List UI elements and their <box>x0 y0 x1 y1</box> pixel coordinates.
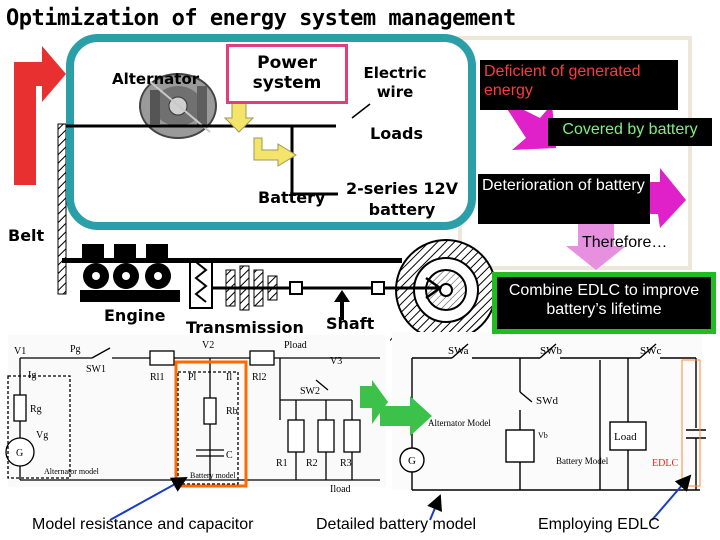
label-swb: SWb <box>540 345 562 357</box>
label-g: G <box>16 448 24 459</box>
ground-line <box>62 258 402 263</box>
belt-strip <box>58 124 66 294</box>
spring-coupling <box>196 262 206 302</box>
label-alt-model: Alternator Model <box>428 418 491 428</box>
caption-employing-edlc: Employing EDLC <box>538 516 660 533</box>
callout-deficient: Deficient of generated energy <box>480 60 678 110</box>
label-swc: SWc <box>640 345 662 357</box>
label-rg: Rg <box>30 404 42 415</box>
label-vb: Vb <box>538 431 548 440</box>
engine-label: Engine <box>104 306 166 325</box>
electric-wire-label: Electric wire <box>363 64 427 101</box>
label-sw2: SW2 <box>300 386 320 397</box>
label-c: C <box>226 450 233 461</box>
label-bat-model: Battery Model <box>556 456 609 466</box>
label-g-right: G <box>408 455 416 467</box>
therefore-label: Therefore… <box>582 234 668 251</box>
slide-title: Optimization of energy system management <box>6 6 516 31</box>
battery-label: Battery <box>258 188 326 207</box>
label-swa: SWa <box>448 345 469 357</box>
alternator-label: Alternator <box>112 70 200 88</box>
label-edlc: EDLC <box>652 458 679 469</box>
callout-combine: Combine EDLC to improve battery’s lifetime <box>492 272 716 334</box>
label-v2: V2 <box>202 340 215 351</box>
label-v1: V1 <box>14 346 27 357</box>
label-alternator-model: Alternator model <box>44 467 99 476</box>
label-il: Il <box>226 372 233 383</box>
engine-graphic <box>80 244 180 302</box>
power-system-box <box>226 44 348 104</box>
loads-label: Loads <box>370 124 423 143</box>
label-pload: Pload <box>284 340 307 351</box>
label-battery-model: Battery model <box>190 471 236 480</box>
belt-label: Belt <box>8 226 45 245</box>
shaft-label: Shaft <box>326 314 375 333</box>
label-load: Load <box>614 431 637 443</box>
caption-detailed-battery: Detailed battery model <box>316 516 477 533</box>
wheel-graphic <box>396 240 496 340</box>
label-rl2: Rl2 <box>252 372 267 383</box>
label-r2: R2 <box>306 458 318 469</box>
label-r1: R1 <box>276 458 288 469</box>
transmission-label: Transmission <box>186 318 304 337</box>
callout-deterioration: Deterioration of battery <box>478 174 650 224</box>
label-pl: Pl <box>188 372 197 383</box>
callout-covered: Covered by battery <box>548 118 712 146</box>
label-iload: Iload <box>330 484 351 495</box>
power-system-title: Power system <box>252 53 322 93</box>
label-pg: Pg <box>70 344 81 355</box>
battery-type-label: 2-series 12V battery <box>345 179 459 219</box>
label-rb: Rb <box>226 406 238 417</box>
label-ig: Ig <box>28 370 37 381</box>
label-swd: SWd <box>536 395 558 407</box>
label-sw1: SW1 <box>86 364 106 375</box>
label-rl1: Rl1 <box>150 372 165 383</box>
label-vg: Vg <box>36 430 49 441</box>
label-v3: V3 <box>330 356 343 367</box>
label-r3: R3 <box>340 458 352 469</box>
caption-model-rc: Model resistance and capacitor <box>32 516 254 533</box>
